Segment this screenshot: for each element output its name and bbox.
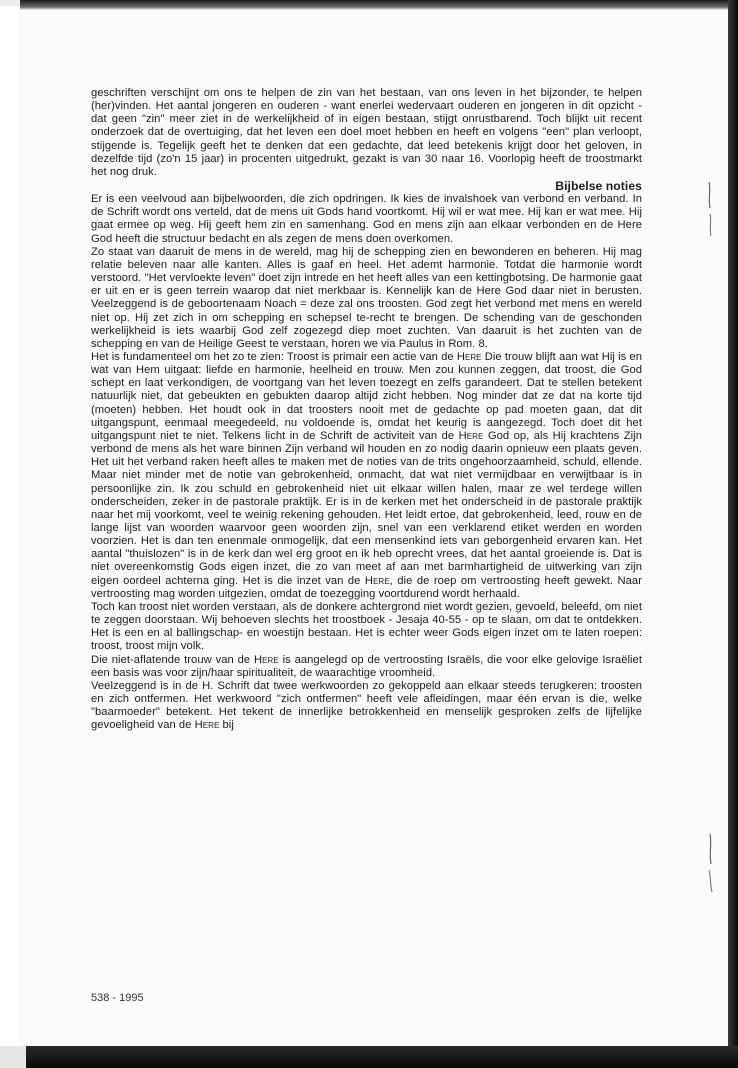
- paragraph-7-part-a: Veelzeggend is in de H. Schrift dat twee werkwoorden zo gekoppeld aan elkaar steeds terugkeren: troosten en zich ontfermen. Het werkwoord "zich ontfermen" heeft vele afleidingen, maar één ervan is die, welke "baarmoeder" betekent. Het tekent de innerlijke betrokkenheid en menselijk gesproken zelfs de lijfelijke gevoeligheid van de: [91, 679, 642, 732]
- paragraph-4-part-b: Die trouw blijft aan wat Hij is en wat van Hem uitgaat: liefde en harmonie, heelheid en trouw. Men zou kunnen zeggen, dat troost, die God schept en laat verkondigen, de voortgang van het leven toezegt en zelfs garandeert. Dat te stellen betekent natuurlijk niet, dat gebeukten en gebukten daarop altijd zicht hebben. Nog minder dat ze dat na korte tijd (moeten) hebben. Het houdt ook in dat troosters nooit met de gedachte op pad moeten gaan, dat dit uitgangspunt, eenmaal meegedeeld, nu voldoende is, omdat het keurig is aangezegd. Toch doet dit het uitgangspunt niet te niet. Telkens licht in de Schrift de activiteit van de: [91, 350, 642, 442]
- paragraph-3: Zo staat van daaruit de mens in de wereld, mag hij de schepping zien en bewonderen en beheren. Hij mag relatie beleven naar alle kanten. Alles is gaaf en heel. Het ademt harmonie. Totdat die harmonie wordt verstoord. "Het vervloekte leven" doet zijn intrede en het heeft alles van een kettingbotsing. De harmonie gaat er uit en er is geen terrein waarop dat niet merkbaar is. Kennelijk kan de Here God daar niet in berusten. Veelzeggend is de geboortenaam Noach = deze zal ons troosten. God zegt het verbond met mens en wereld niet op. Hij zet zich in om schepping en schepsel te-recht te brengen. De schending van de geschonden werkelijkheid is iets waarbij God zelf zogezegd diep moet zuchten. Van daaruit is het zuchten van de schepping en van de Heilige Geest te verstaan, horen we via Paulus in Rom. 8.: [91, 245, 642, 350]
- paragraph-7: [91, 680, 642, 733]
- paragraph-6: [91, 654, 642, 680]
- paragraph-4-part-d: , die de roep om vertroosting heeft gewekt. Naar vertroosting mag worden uitgezien, omdat de toezegging voortdurend wordt herhaald.: [91, 574, 642, 600]
- margin-pencil-mark-2: [706, 832, 714, 894]
- article-text: [91, 87, 642, 733]
- scan-edge-bottom: [26, 1046, 738, 1068]
- margin-pencil-mark-1: [706, 180, 714, 240]
- paragraph-7-part-b: bij: [219, 719, 234, 732]
- page-number: 538 - 1995: [91, 992, 144, 1004]
- scan-edge-bottom-left: [0, 1046, 28, 1068]
- scan-edge-top: [20, 0, 738, 10]
- paragraph-6-part-b: is aangelegd op de vertroosting Israëls, die voor elke gelovige Israëliet een basis was voor zijn/haar spiritualiteit, de waarachtige vroomheid.: [91, 653, 642, 679]
- scan-edge-right: [728, 0, 738, 1068]
- here-small-caps: Here: [456, 350, 482, 363]
- paragraph-4-part-a: Het is fundamenteel om het zo te zien: Troost is primair een actie van de: [91, 350, 457, 363]
- paragraph-2: Er is een veelvoud aan bijbelwoorden, die zich opdringen. Ik kies de invalshoek van verbond en verband. In de Schrift wordt ons verteld, dat de mens uit Gods hand voortkomt. Hij wil er wat mee. Hij kan er wat mee. Hij gaat ermee op weg. Hij geeft hem zin en samenhang. God en mens zijn aan elkaar verbonden en de Here God heeft die structuur bedacht en als zegen de mens doen overkomen.: [91, 193, 642, 245]
- paragraph-1: geschriften verschijnt om ons te helpen de zin van het bestaan, van ons leven in het bijzonder, te helpen (her)vinden. Het aantal jongeren en ouderen - want enerlei wedervaart ouderen en jongeren in dit opzicht - dat geen "zin" meer ziet in de werkelijkheid of in eigen bestaan, stijgt onrustbarend. Toch blijkt uit recent onderzoek dat de overtuiging, dat het leven een doel moet hebben en heeft en volgens "een" plan verloopt, stijgende is. Tegelijk geeft het te denken dat een gedachte, dat leed betekenis krijgt door het geloven, in dezelfde tijd (zo'n 15 jaar) in procenten uitgedrukt, gezakt is van 30 naar 16. Voorlopig heeft de troostmarkt het nog druk.: [91, 87, 642, 178]
- paragraph-4: [91, 351, 642, 601]
- paragraph-6-part-a: Die niet-aflatende trouw van de: [91, 653, 254, 666]
- here-small-caps: Here: [254, 653, 279, 666]
- here-small-caps: Here: [458, 429, 484, 442]
- here-small-caps: Here: [194, 719, 220, 732]
- here-small-caps: Here: [364, 574, 390, 587]
- section-heading: Bijbelse noties: [555, 179, 642, 194]
- paragraph-5: Toch kan troost niet worden verstaan, als de donkere achtergrond niet wordt gezien, gevoeld, beleefd, om niet te zeggen doorstaan. Wij behoeven slechts het troostboek - Jesaja 40-55 - op te slaan, om dat te ontdekken. Het is een en al ballingschap- en woestijn bestaan. Het is echter weer Gods eigen inzet om te laten roepen: troost, troost mijn volk.: [91, 600, 642, 653]
- paragraph-4-part-c: God op, als Hij krachtens Zijn verbond de mens als het ware binnen Zijn verband wil houden en zo nodig daarin opnieuw een plaats geven. Het uit het verband raken heeft alles te maken met de noties van de trits ongehoorzaamheid, schuld, ellende. Maar niet minder met de notie van gebrokenheid, onmacht, dat wat niet vermijdbaar en verwijtbaar is in persoonlijke zin. Ik zou schuld en gebrokenheid niet uit elkaar willen halen, maar ze wel terdege willen onderscheiden, zeker in de pastorale praktijk. Er is in de kerken met het onderscheid in de pastorale praktijk naar het mij voorkomt, veel te weinig rekening gehouden. Het leidt ertoe, dat gebrokenheid, leed, rouw en de lange lijst van woorden waarvoor geen woorden zijn, snel van een verklarend etiket werden en worden voorzien. Het is dan ten enenmale onmogelijk, dat een mensenkind iets van geborgenheid ervaren kan. Het aantal "thuislozen" is in de kerk dan wel erg groot en ik heb oprecht vrees, dat het aantal groeiende is. Dat is niet overeenkomstig Gods eigen inzet, die zo van meet af aan met barmhartigheid de uitwerking van zijn eigen oordeel achterna ging. Het is die inzet van de: [91, 429, 642, 587]
